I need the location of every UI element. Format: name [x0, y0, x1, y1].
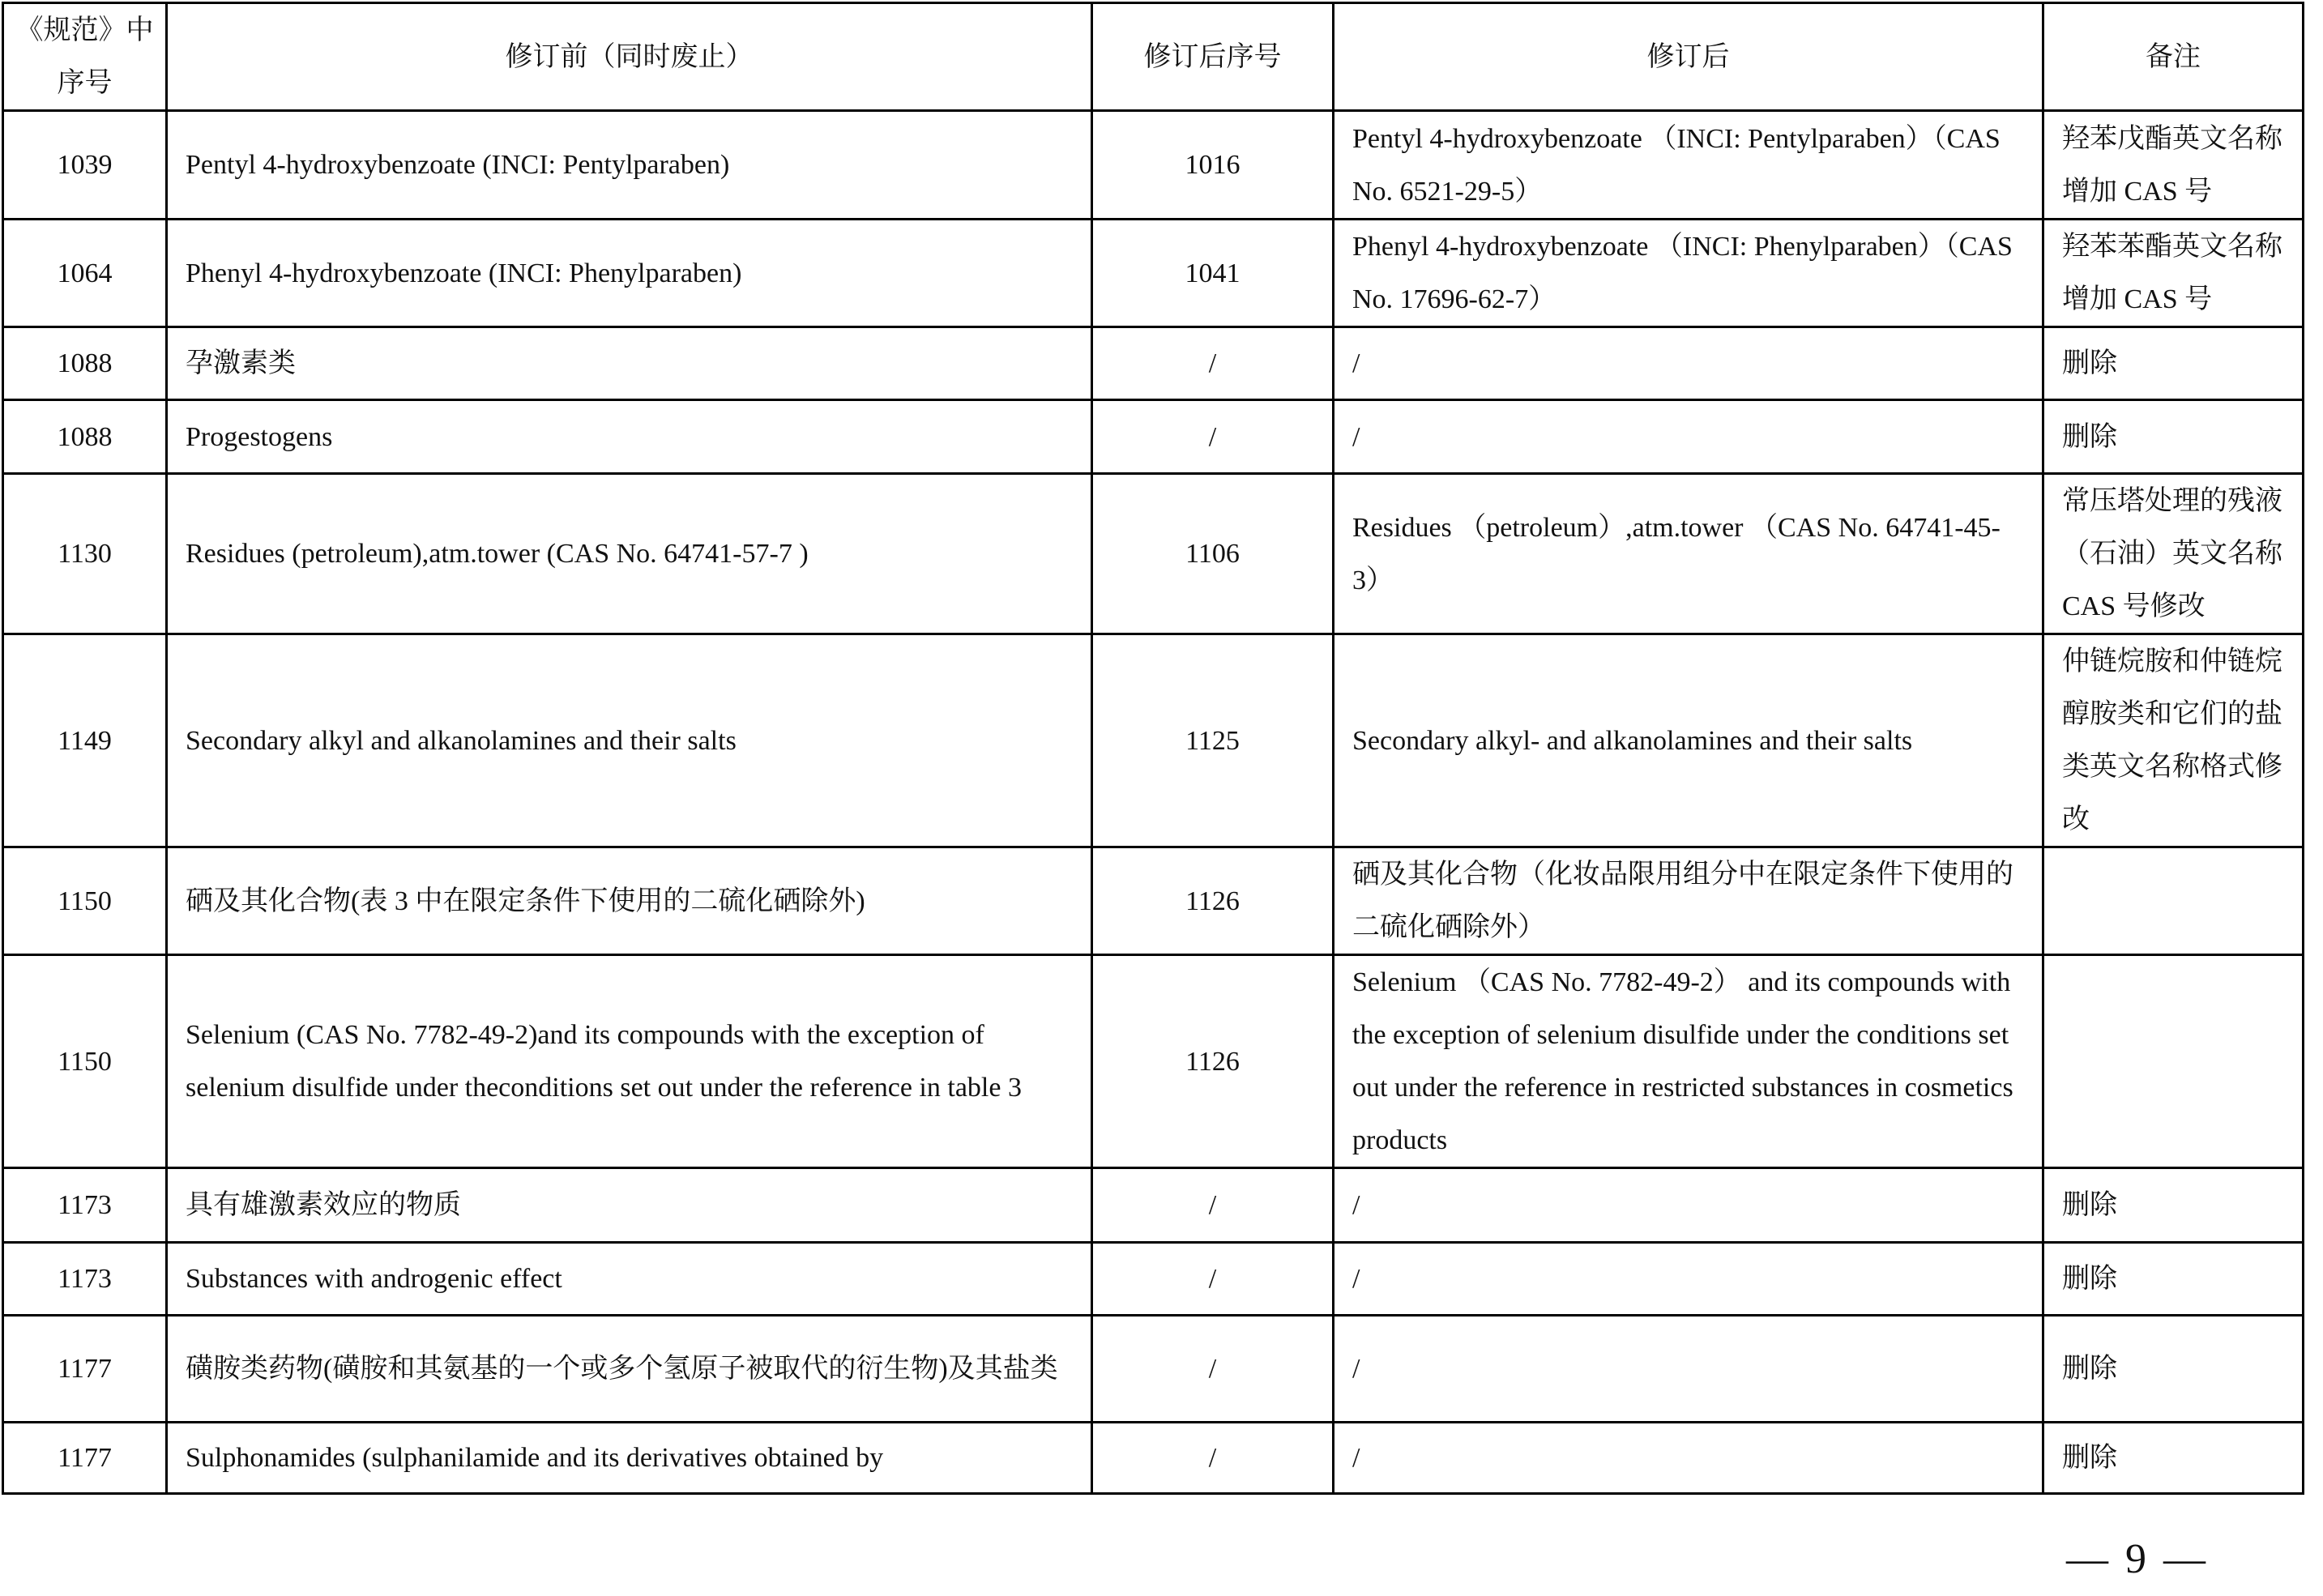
- note-cell: 常压塔处理的残液（石油）英文名称CAS 号修改: [2043, 474, 2304, 634]
- original-no-cell: 1064: [3, 220, 167, 327]
- note-cell: 删除: [2043, 1243, 2304, 1316]
- table-row: [3, 1168, 2304, 1243]
- before-cell: Residues (petroleum),atm.tower (CAS No. 64741-57-7 ): [167, 474, 1092, 634]
- after-cell: /: [1334, 400, 2043, 474]
- table-row: [3, 327, 2304, 400]
- original-no-cell: 1177: [3, 1423, 167, 1494]
- after-cell: /: [1334, 1423, 2043, 1494]
- before-cell: Pentyl 4-hydroxybenzoate (INCI: Pentylparaben): [167, 111, 1092, 220]
- new-no-cell: 1125: [1092, 634, 1334, 847]
- table-row: [3, 955, 2304, 1168]
- after-cell: 硒及其化合物（化妆品限用组分中在限定条件下使用的二硫化硒除外）: [1334, 847, 2043, 955]
- before-cell: 孕激素类: [167, 327, 1092, 400]
- table-row: [3, 220, 2304, 327]
- table-row: [3, 1243, 2304, 1316]
- original-no-cell: 1130: [3, 474, 167, 634]
- new-no-cell: 1106: [1092, 474, 1334, 634]
- header-after: 修订后: [1334, 3, 2043, 111]
- original-no-cell: 1088: [3, 327, 167, 400]
- new-no-cell: /: [1092, 1243, 1334, 1316]
- note-cell: 删除: [2043, 400, 2304, 474]
- original-no-cell: 1150: [3, 955, 167, 1168]
- header-row: [3, 3, 2304, 111]
- original-no-cell: 1177: [3, 1316, 167, 1423]
- original-no-cell: 1173: [3, 1243, 167, 1316]
- header-before: 修订前（同时废止）: [167, 3, 1092, 111]
- before-cell: 磺胺类药物(磺胺和其氨基的一个或多个氢原子被取代的衍生物)及其盐类: [167, 1316, 1092, 1423]
- new-no-cell: /: [1092, 400, 1334, 474]
- new-no-cell: /: [1092, 1423, 1334, 1494]
- note-cell: [2043, 955, 2304, 1168]
- table-row: [3, 847, 2304, 955]
- table-row: [3, 400, 2304, 474]
- after-cell: Selenium （CAS No. 7782-49-2） and its compounds with the exception of selenium disulfide under the conditions set out under the reference in restricted substances in cosmetics products: [1334, 955, 2043, 1168]
- note-cell: 删除: [2043, 1423, 2304, 1494]
- note-cell: 羟苯苯酯英文名称增加 CAS 号: [2043, 220, 2304, 327]
- new-no-cell: 1016: [1092, 111, 1334, 220]
- before-cell: Sulphonamides (sulphanilamide and its derivatives obtained by: [167, 1423, 1092, 1494]
- after-cell: /: [1334, 1168, 2043, 1243]
- table-row: [3, 1316, 2304, 1423]
- before-cell: Selenium (CAS No. 7782-49-2)and its compounds with the exception of selenium disulfide under theconditions set out under the reference in table 3: [167, 955, 1092, 1168]
- new-no-cell: /: [1092, 1316, 1334, 1423]
- new-no-cell: 1126: [1092, 847, 1334, 955]
- before-cell: Progestogens: [167, 400, 1092, 474]
- before-cell: Secondary alkyl and alkanolamines and their salts: [167, 634, 1092, 847]
- note-cell: 删除: [2043, 1168, 2304, 1243]
- new-no-cell: /: [1092, 327, 1334, 400]
- after-cell: Secondary alkyl- and alkanolamines and their salts: [1334, 634, 2043, 847]
- after-cell: Phenyl 4-hydroxybenzoate （INCI: Phenylparaben）（CAS No. 17696-62-7）: [1334, 220, 2043, 327]
- new-no-cell: 1126: [1092, 955, 1334, 1168]
- original-no-cell: 1173: [3, 1168, 167, 1243]
- after-cell: Pentyl 4-hydroxybenzoate （INCI: Pentylparaben）（CAS No. 6521-29-5）: [1334, 111, 2043, 220]
- new-no-cell: /: [1092, 1168, 1334, 1243]
- after-cell: Residues （petroleum）,atm.tower （CAS No. 64741-45-3）: [1334, 474, 2043, 634]
- after-cell: /: [1334, 1316, 2043, 1423]
- after-cell: /: [1334, 1243, 2043, 1316]
- page-number: — 9 —: [2066, 1536, 2209, 1582]
- note-cell: 仲链烷胺和仲链烷醇胺类和它们的盐类英文名称格式修改: [2043, 634, 2304, 847]
- table-row: [3, 474, 2304, 634]
- after-cell: /: [1334, 327, 2043, 400]
- note-cell: 删除: [2043, 327, 2304, 400]
- note-cell: 羟苯戊酯英文名称增加 CAS 号: [2043, 111, 2304, 220]
- before-cell: Phenyl 4-hydroxybenzoate (INCI: Phenylparaben): [167, 220, 1092, 327]
- original-no-cell: 1039: [3, 111, 167, 220]
- new-no-cell: 1041: [1092, 220, 1334, 327]
- original-no-cell: 1088: [3, 400, 167, 474]
- before-cell: 具有雄激素效应的物质: [167, 1168, 1092, 1243]
- header-new-no: 修订后序号: [1092, 3, 1334, 111]
- before-cell: Substances with androgenic effect: [167, 1243, 1092, 1316]
- table-row: [3, 1423, 2304, 1494]
- table-row: [3, 111, 2304, 220]
- note-cell: 删除: [2043, 1316, 2304, 1423]
- before-cell: 硒及其化合物(表 3 中在限定条件下使用的二硫化硒除外): [167, 847, 1092, 955]
- revision-table: [2, 2, 2304, 1495]
- table-row: [3, 634, 2304, 847]
- original-no-cell: 1150: [3, 847, 167, 955]
- header-note: 备注: [2043, 3, 2304, 111]
- header-original-no: 《规范》中序号: [3, 3, 167, 111]
- note-cell: [2043, 847, 2304, 955]
- original-no-cell: 1149: [3, 634, 167, 847]
